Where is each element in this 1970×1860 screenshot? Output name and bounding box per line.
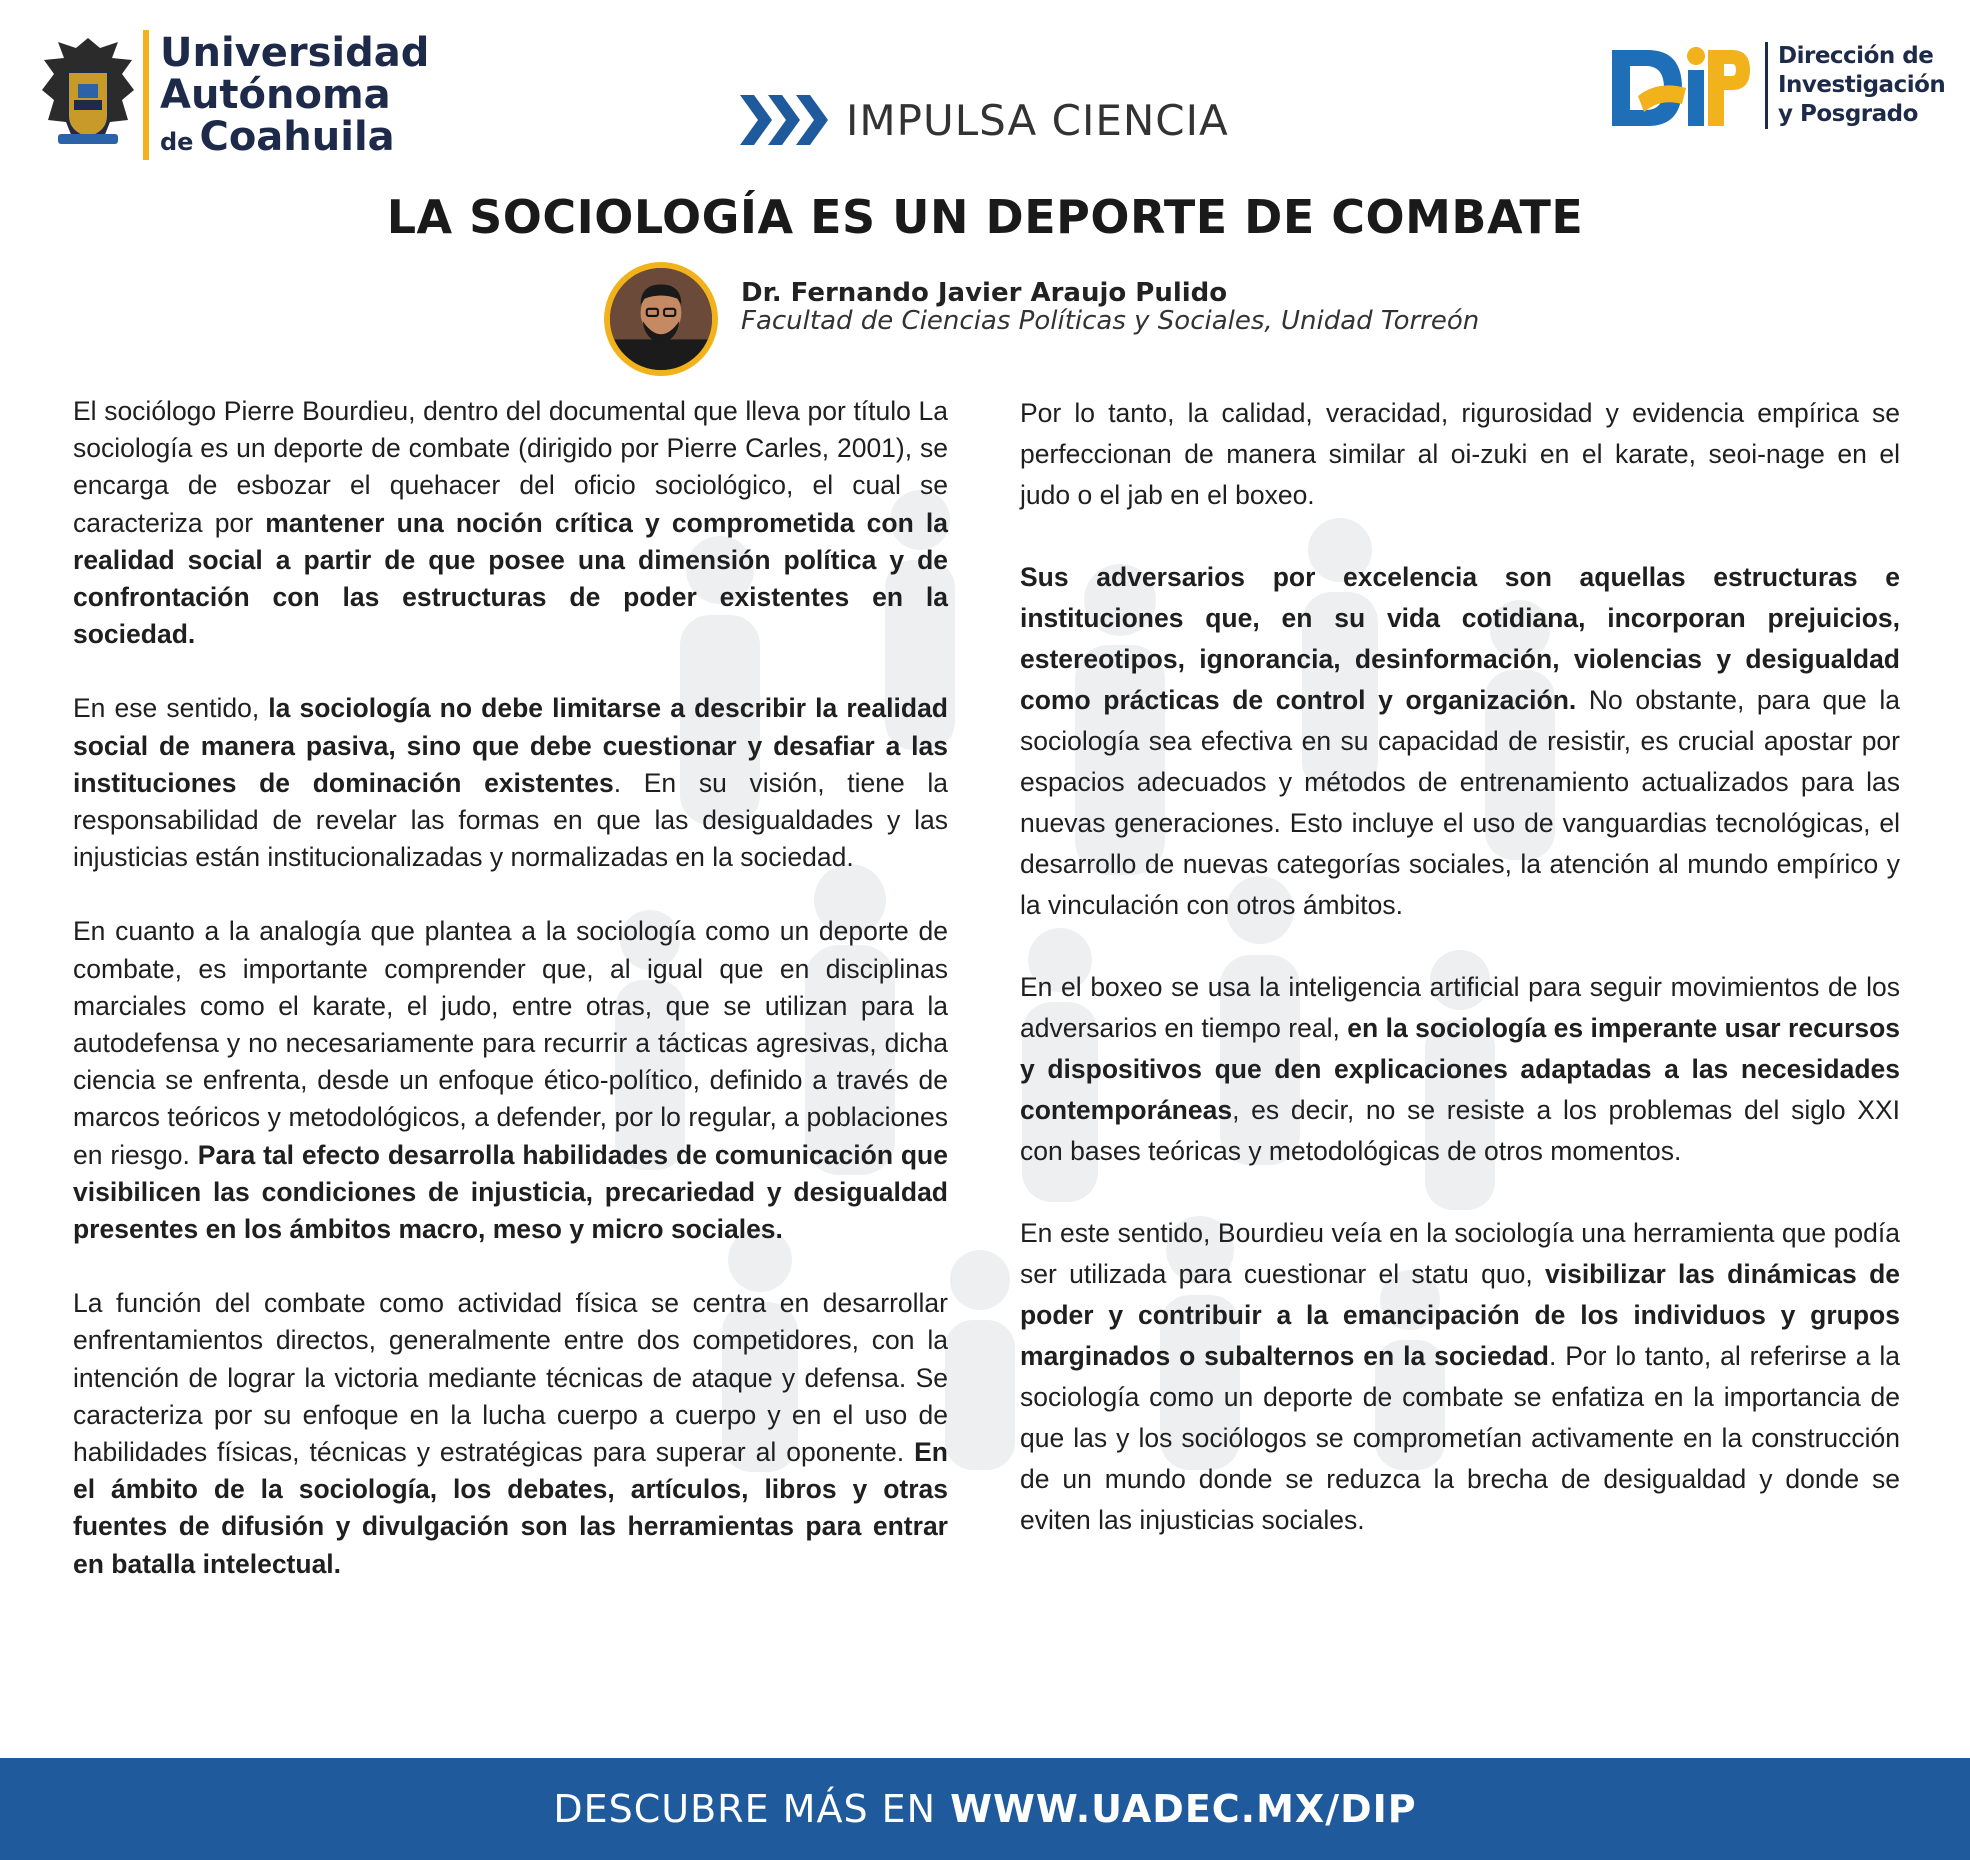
article-title: LA SOCIOLOGÍA ES UN DEPORTE DE COMBATE: [386, 190, 1584, 244]
author-affiliation: Facultad de Ciencias Políticas y Sociales, Unidad Torreón: [741, 306, 1480, 336]
paragraph-text-segment: En el boxeo se usa la inteligencia artificial para seguir movimientos de los adversarios en tiempo real,: [1020, 972, 1900, 1043]
university-name-line2: Autónoma: [160, 72, 391, 118]
article-paragraph: [1020, 393, 1900, 516]
university-name-prefix: de: [160, 128, 194, 156]
dip-text-line3: y Posgrado: [1778, 101, 1918, 127]
article-paragraph: [73, 913, 948, 1248]
footer-prefix: DESCUBRE MÁS EN: [553, 1787, 937, 1831]
paragraph-bold-segment: en la sociología es imperante usar recursos y dispositivos que den explicaciones adaptadas a las necesidades contemporáneas: [1020, 1013, 1901, 1125]
footer-banner: [0, 1758, 1970, 1860]
university-name-coahuila: Coahuila: [199, 114, 395, 160]
author-avatar: [604, 262, 718, 376]
program-label: IMPULSA CIENCIA: [846, 95, 1229, 145]
paragraph-text-segment: En este sentido, Bourdieu veía en la sociología una herramienta que podía ser utilizada para cuestionar el statu quo,: [1020, 1218, 1900, 1289]
paragraph-bold-segment: En el ámbito de la sociología, los debates, artículos, libros y otras fuentes de difusión y divulgación son las herramientas para entrar en batalla intelectual.: [73, 1437, 948, 1579]
paragraph-text-segment: Por lo tanto, la calidad, veracidad, rigurosidad y evidencia empírica se perfeccionan de manera similar al oi-zuki en el karate, seoi-nage en el judo o el jab en el boxeo.: [1020, 398, 1900, 510]
paragraph-text-segment: No obstante, para que la sociología sea efectiva en su capacidad de resistir, es crucial apostar por espacios adecuados y métodos de entrenamiento actualizados para las nuevas generaciones. Esto incluye el uso de vanguardias tecnológicas, el desarrollo de nuevas categorías sociales, la atención al mundo empírico y la vinculación con otros ámbitos.: [1020, 685, 1900, 920]
dip-text: [1765, 42, 1945, 129]
dip-mark-icon: [1608, 40, 1753, 135]
article-paragraph: [1020, 557, 1900, 926]
article-paragraph: [73, 1285, 948, 1583]
article-paragraph: [1020, 1213, 1900, 1541]
logo-divider: [143, 30, 149, 160]
author-photo-icon: [610, 268, 712, 370]
paragraph-bold-segment: visibilizar las dinámicas de poder y contribuir a la emancipación de los individuos y grupos marginados o subalternos en la sociedad: [1020, 1259, 1900, 1371]
paragraph-bold-segment: la sociología no debe limitarse a describir la realidad social de manera pasiva, sino que debe cuestionar y desafiar a las instituciones de dominación existentes: [73, 693, 948, 798]
university-name: [160, 32, 429, 163]
paragraph-text-segment: El sociólogo Pierre Bourdieu, dentro del documental que lleva por título La sociología es un deporte de combate (dirigido por Pierre Carles, 2001), se encarga de esbozar el quehacer del oficio sociológico, el cual se caracteriza por: [73, 396, 948, 538]
paragraph-text-segment: , es decir, no se resiste a los problemas del siglo XXI con bases teóricas y metodológicas de otros momentos.: [1020, 1095, 1900, 1166]
dip-logo: [1608, 40, 1946, 140]
university-crest-icon: [38, 34, 138, 154]
article-paragraph: [1020, 967, 1900, 1172]
footer-url-link[interactable]: WWW.UADEC.MX/DIP: [950, 1787, 1417, 1831]
paragraph-text-segment: En ese sentido,: [73, 693, 269, 724]
paragraph-text-segment: . Por lo tanto, al referirse a la sociología como un deporte de combate se enfatiza en la importancia de que las y los sociólogos se comprometían activamente en la construcción de un mundo donde se reduzca la brecha de desigualdad y donde se eviten las injusticias sociales.: [1020, 1341, 1900, 1535]
paragraph-text-segment: En cuanto a la analogía que plantea a la sociología como un deporte de combate, es importante comprender que, al igual que en disciplinas marciales como el karate, el judo, entre otras, que se utilizan para la autodefensa y no necesariamente para recurrir a tácticas agresivas, dicha ciencia se enfrenta, desde un enfoque ético-político, definido a través de marcos teóricos y metodológicos, a defender, por lo regular, a poblaciones en riesgo.: [73, 916, 948, 1170]
paragraph-bold-segment: mantener una noción crítica y comprometida con la realidad social a partir de que posee una dimensión política y de confrontación con las estructuras de poder existentes en la sociedad.: [73, 507, 949, 650]
paragraph-text-segment: La función del combate como actividad física se centra en desarrollar enfrentamientos directos, generalmente entre dos competidores, con la intención de lograr la victoria mediante técnicas de ataque y defensa. Se caracteriza por su enfoque en la lucha cuerpo a cuerpo y en el uso de habilidades físicas, técnicas y estratégicas para superar al oponente.: [73, 1288, 948, 1468]
article-paragraph: [73, 690, 948, 876]
paragraph-text-segment: . En su visión, tiene la responsabilidad de revelar las formas en que las desigualdades y las injusticias están institucionalizadas y normalizadas en la sociedad.: [73, 767, 949, 873]
dip-text-line1: Dirección de: [1778, 43, 1934, 69]
left-column: [73, 393, 948, 1620]
university-name-line1: Universidad: [160, 30, 430, 76]
author-name: Dr. Fernando Javier Araujo Pulido: [741, 278, 1228, 308]
article-paragraph: [73, 393, 948, 653]
dip-text-line2: Investigación: [1778, 72, 1946, 98]
right-column: [1020, 393, 1900, 1582]
program-heading: [740, 88, 1229, 152]
triple-chevron-icon: [740, 95, 832, 145]
paragraph-bold-segment: Para tal efecto desarrolla habilidades de comunicación que visibilicen las condiciones de injusticia, precariedad y desigualdad presentes en los ámbitos macro, meso y micro sociales.: [73, 1139, 948, 1245]
university-logo: [38, 30, 438, 165]
paragraph-bold-segment: Sus adversarios por excelencia son aquellas estructuras e instituciones que, en su vida cotidiana, incorporan prejuicios, estereotipos, ignorancia, desinformación, violencias y desigualdad como prácticas de control y organización.: [1020, 562, 1900, 715]
university-name-line3: [160, 116, 429, 163]
